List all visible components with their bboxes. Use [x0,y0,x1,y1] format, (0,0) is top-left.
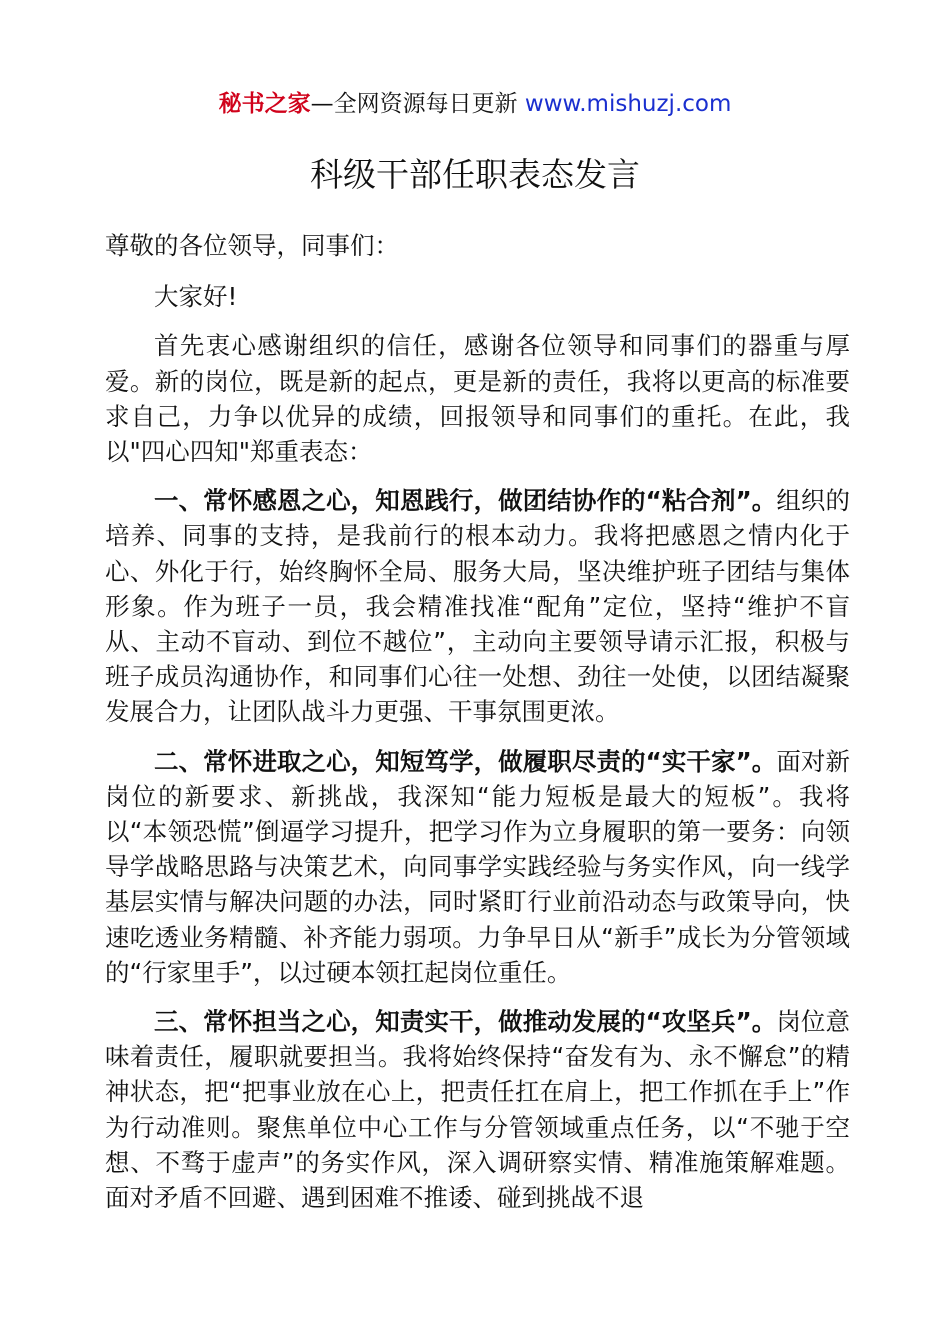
section-text: 组织的培养、同事的支持，是我前行的根本动力。我将把感恩之情内化于心、外化于行，始终胸怀全局、服务大局，坚决维护班子团结与集体形象。作为班子一员，我会精准找准“配角”定位，坚持“维护不盲从、主动不盲动、到位不越位”，主动向主要领导请示汇报，积极与班子成员沟通协作，和同事们心往一处想、劲往一处使，以团结凝聚发展合力，让团队战斗力更强、干事氛围更浓。 [105,486,851,727]
section-paragraph [105,744,850,990]
section-text: 面对新岗位的新要求、新挑战，我深知“能力短板是最大的短板”。我将以“本领恐慌”倒逼学习提升，把学习作为立身履职的第一要务：向领导学战略思路与决策艺术，向同事学实践经验与务实作风，向一线学基层实情与解决问题的办法，同时紧盯行业前沿动态与政策导向，快速吃透业务精髓、补齐能力弱项。力争早日从“新手”成长为分管领域的“行家里手”，以过硬本领扛起岗位重任。 [105,746,851,987]
document-title: 科级干部任职表态发言 [310,155,640,194]
site-url-link[interactable]: www.mishuzj.com [524,91,732,117]
site-name: 秘书之家 [218,91,311,117]
section-heading: 三、常怀担当之心，知责实干，做推动发展的“攻坚兵”。 [154,1007,777,1037]
section-text: 岗位意味着责任，履职就要担当。我将始终保持“奋发有为、永不懈怠”的精神状态，把“把事业放在心上，把责任扛在肩上，把工作抓在手上”作为行动准则。聚焦单位中心工作与分管领域重点任务，以“不驰于空想、不骛于虚声”的务实作风，深入调研察实情、精准施策解难题。面对矛盾不回避、遇到困难不推诿、碰到挑战不退 [105,1007,851,1213]
salutation: 尊敬的各位领导，同事们： [105,231,399,260]
site-header [0,86,950,122]
intro-paragraph: 首先衷心感谢组织的信任，感谢各位领导和同事们的器重与厚爱。新的岗位，既是新的起点，更是新的责任，我将以更高的标准要求自己，力争以优异的成绩，回报领导和同事们的重托。在此，我以"四心四知"郑重表态： [105,331,850,467]
document-body [105,228,850,1229]
site-tagline: —全网资源每日更新 [310,91,525,117]
section-heading: 一、常怀感恩之心，知恩践行，做团结协作的“粘合剂”。 [154,486,777,516]
section-heading: 二、常怀进取之心，知短笃学，做履职尽责的“实干家”。 [154,746,777,776]
section-paragraph [105,483,850,729]
greeting: 大家好! [154,282,238,312]
section-paragraph [105,1004,850,1215]
